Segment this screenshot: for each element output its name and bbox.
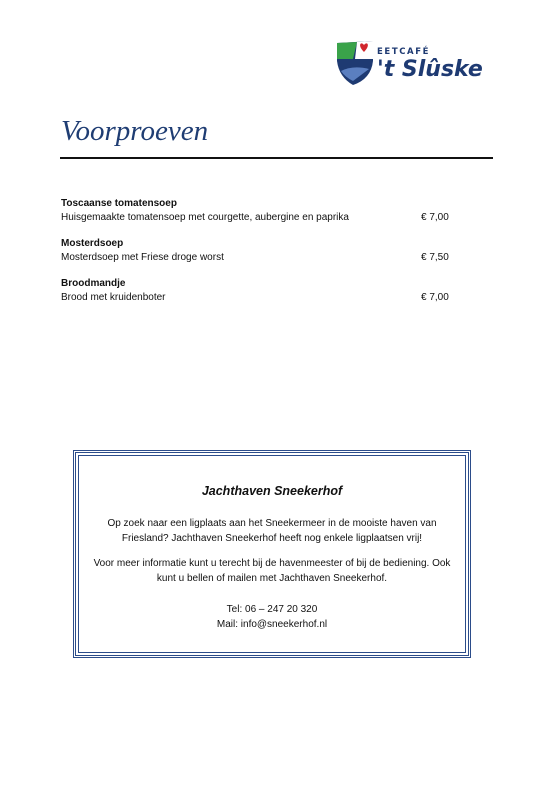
menu-item-description: Huisgemaakte tomatensoep met courgette, aubergine en paprika	[61, 212, 349, 223]
logo	[333, 35, 493, 90]
menu-item-price: € 7,00	[421, 212, 449, 223]
menu-item-name: Mosterdsoep	[61, 238, 124, 249]
phone-number: Tel: 06 – 247 20 320	[226, 604, 318, 615]
info-box	[73, 450, 471, 658]
menu-item-description: Mosterdsoep met Friese droge worst	[61, 252, 224, 263]
menu-item-price: € 7,50	[421, 252, 449, 263]
info-box-title: Jachthaven Sneekerhof	[201, 484, 343, 498]
email-address: Mail: info@sneekerhof.nl	[216, 619, 328, 630]
menu-item	[61, 277, 461, 305]
menu-item-description: Brood met kruidenboter	[61, 292, 166, 303]
logo-top-text: EETCAFÉ	[377, 47, 431, 57]
title-divider	[60, 157, 493, 159]
menu-list	[61, 197, 461, 317]
menu-item	[61, 237, 461, 265]
info-box-paragraph: Op zoek naar een ligplaats aan het Sneekermeer in de mooiste haven van Friesland? Jachthaven Sneekerhof heeft nog enkele ligplaatsen vrij!	[107, 518, 437, 544]
menu-item-price: € 7,00	[421, 292, 449, 303]
info-box-paragraph: Voor meer informatie kunt u terecht bij de havenmeester of bij de bediening. Ook kunt u bellen of mailen met Jachthaven Sneekerhof.	[93, 558, 451, 584]
shield-logo-icon	[333, 37, 377, 87]
logo-main-text: 't Slûske	[377, 57, 483, 82]
page-title: Voorproeven	[61, 115, 209, 147]
contact-info	[79, 602, 465, 632]
menu-item-name: Broodmandje	[61, 278, 126, 289]
menu-item	[61, 197, 461, 225]
menu-item-name: Toscaanse tomatensoep	[61, 198, 177, 209]
